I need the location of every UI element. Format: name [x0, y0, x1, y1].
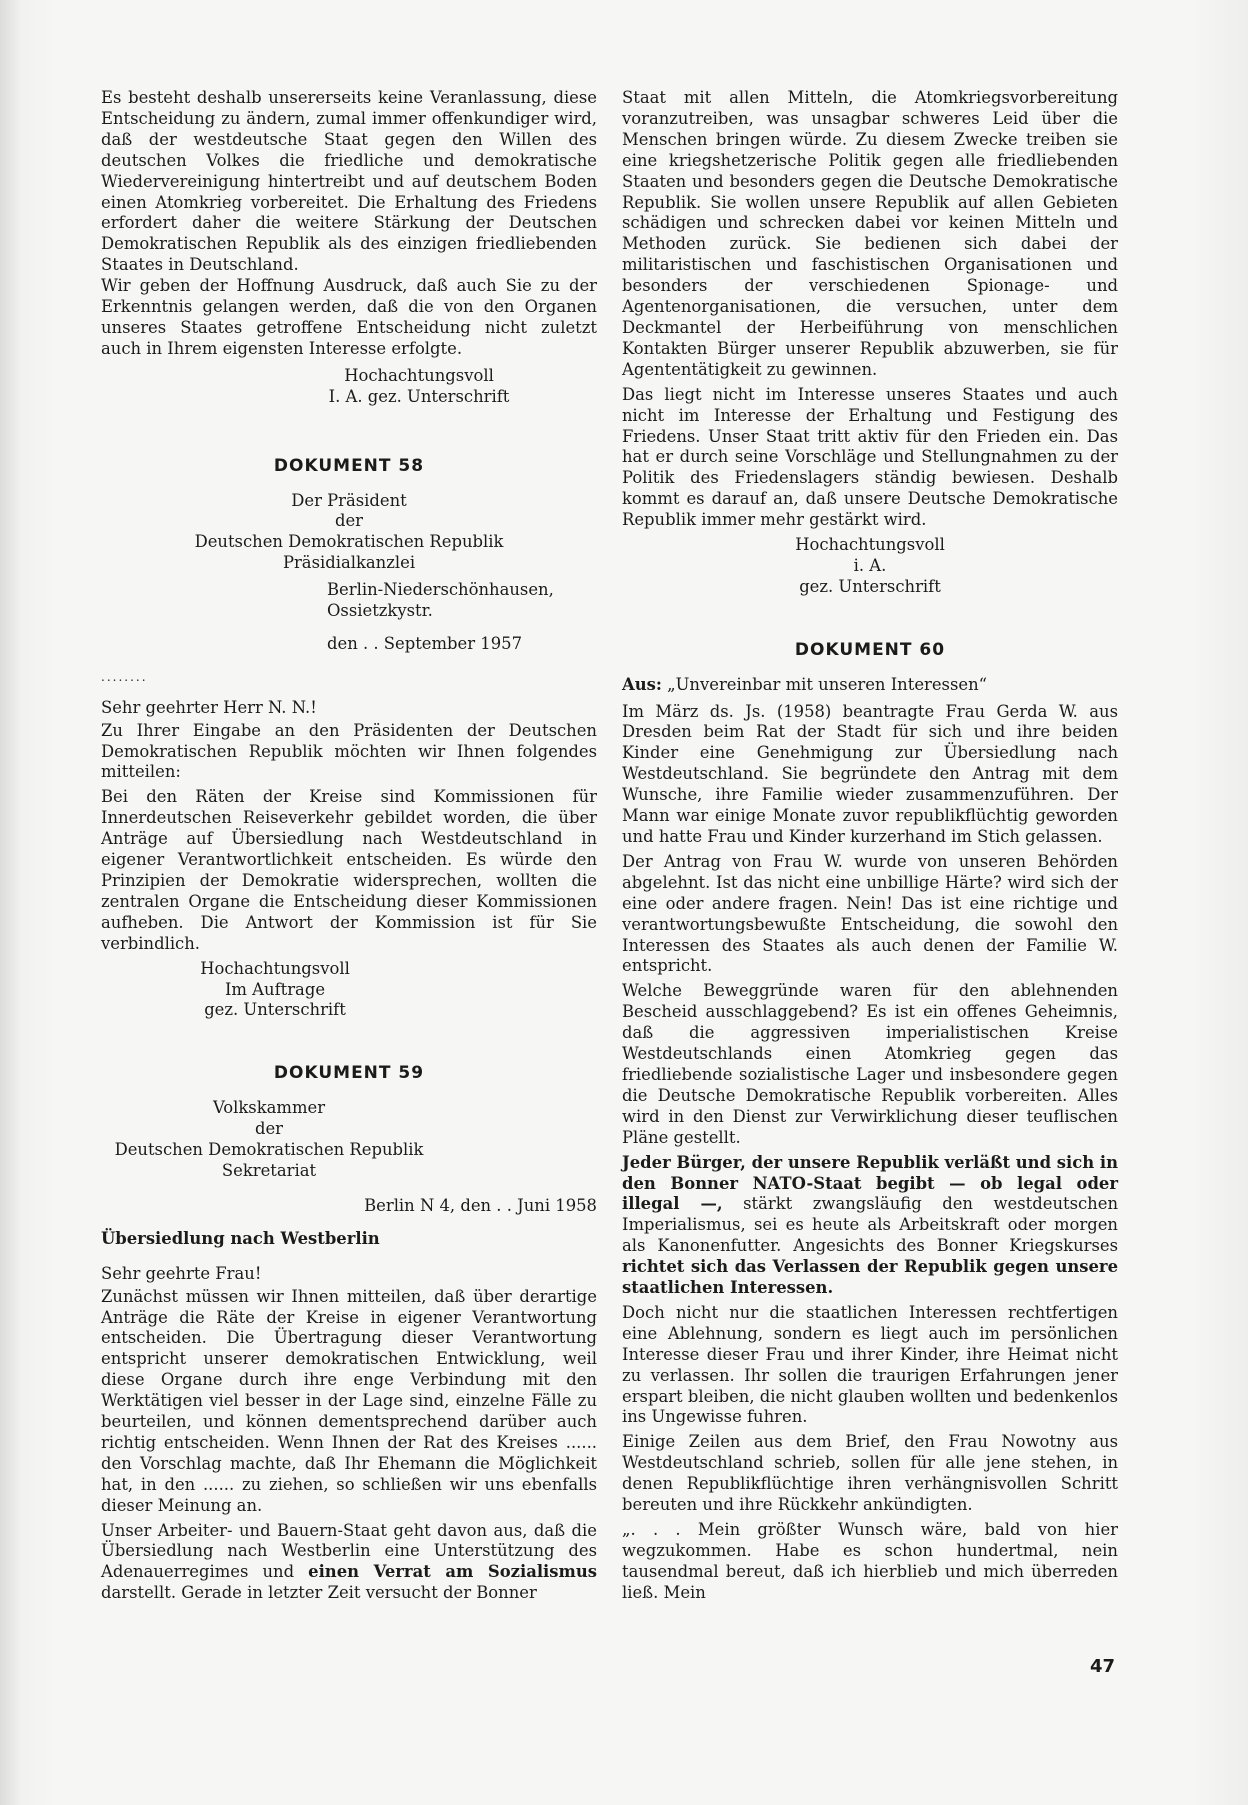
- sender-line: Der Präsident: [291, 490, 407, 510]
- paragraph: Staat mit allen Mitteln, die Atomkriegsvorbereitung voranzutreiben, was unsagbar schweres Leid über die Menschen bringen würde. Zu diesem Zwecke treiben sie eine kriegshetzerische Politik gegen alle friedliebenden Staaten und besonders gegen die Deutsche Demokratische Republik. Sie wollen unsere Republik auf allen Gebieten schädigen und schrecken dabei vor keinen Mitteln und Methoden zurück. Sie bedienen sich dabei der militaristischen und faschistischen Organisationen und besonders der verschiedenen Spionage- und Agentenorganisationen, die versuchen, unter dem Deckmantel der Herbeiführung von menschlichen Kontakten Bürger unserer Republik abzuwerben, sie für Agententätigkeit zu gewinnen.: [622, 88, 1118, 379]
- closing-line: Im Auftrage: [224, 979, 326, 999]
- left-column: [101, 88, 597, 1608]
- sender-line: Deutschen Demokratischen Republik: [114, 1140, 424, 1160]
- paragraph: Zunächst müssen wir Ihnen mitteilen, daß über derartige Anträge die Räte der Kreise in eigener Verantwortung entscheiden. Die Übertragung dieser Verantwortung entspricht unserer demokratischen Entwicklung, weil diese Organe durch ihre enge Verbindung mit den Werktätigen viel besser in der Lage sind, einzelne Fälle zu beurteilen, und können dementsprechend darüber auch richtig entscheiden. Wenn Ihnen der Rat des Kreises ...... den Vorschlag machte, daß Ihr Ehemann die Möglichkeit hat, in den ...... zu ziehen, so schließen wir uns ebenfalls dieser Meinung an.: [101, 1286, 597, 1515]
- closing-line: Hochachtungsvoll: [795, 535, 945, 555]
- paragraph: Bei den Räten der Kreise sind Kommissionen für Innerdeutschen Reiseverkehr gebildet worden, die über Anträge auf Übersiedlung nach Westdeutschland in eigener Verantwortlichkeit entscheiden. Es würde den Prinzipien der Demokratie widersprechen, wollten die zentralen Organe die Entscheidung dieser Kommissionen aufheben. Die Antwort der Kommission ist für Sie verbindlich.: [101, 787, 597, 953]
- address-block: [101, 580, 597, 622]
- source-title: „Unvereinbar mit unseren Interessen“: [661, 674, 988, 694]
- text-run: darstellt. Gerade in letzter Zeit versucht der Bonner: [101, 1583, 537, 1603]
- paragraph: Welche Beweggründe waren für den ablehnenden Bescheid ausschlaggebend? Es ist ein offenes Geheimnis, daß die aggressiven imperialistischen Kreise Westdeutschlands einen Atomkrieg gegen das friedliebende sozialistische Lager und insbesondere gegen die Deutsche Demokratische Republik vorbereiten. Alles wird in den Dienst zur Verwirklichung dieser teuflischen Pläne gestellt.: [622, 981, 1118, 1147]
- right-column: [622, 88, 1118, 1608]
- paragraph: Doch nicht nur die staatlichen Interessen rechtfertigen eine Ablehnung, sondern es liegt auch im persönlichen Interesse dieser Frau und ihrer Kinder, ihre Heimat nicht zu verlassen. Ihr sollen die traurigen Erfahrungen jener erspart bleiben, die nicht glauben wollten und bedenkenlos ins Ungewisse fuhren.: [622, 1302, 1118, 1427]
- sender-line: Sekretariat: [221, 1160, 317, 1180]
- closing: [622, 535, 1118, 598]
- letter-subject: Übersiedlung nach Westberlin: [101, 1228, 380, 1248]
- sender-line: der: [254, 1119, 284, 1139]
- letter-date: Berlin N 4, den . . Juni 1958: [364, 1195, 597, 1215]
- closing-line: i. A.: [853, 555, 887, 575]
- document-heading: DOKUMENT 58: [273, 455, 425, 476]
- bold-text: Jeder Bürger, der unsere Republik verläßt und sich in den Bonner NATO-Staat begibt — ob legal oder illegal —,: [622, 1152, 1118, 1214]
- page-number: 47: [1090, 1656, 1116, 1677]
- paragraph: Einige Zeilen aus dem Brief, den Frau Nowotny aus Westdeutschland schrieb, sollen für alle jene stehen, in denen Republikflüchtige ihren verhängnisvollen Schritt bereuten und ihre Rückkehr ankündigten.: [622, 1432, 1118, 1515]
- paragraph: Es besteht deshalb unsererseits keine Veranlassung, diese Entscheidung zu ändern, zumal immer offenkundiger wird, daß der westdeutsche Staat gegen den Willen des deutschen Volkes die friedliche und demokratische Wiedervereinigung hintertreibt und auf deutschem Boden einen Atomkrieg vorbereitet. Die Erhaltung des Friedens erfordert daher die weitere Stärkung der Deutschen Demokratischen Republik als des einzigen friedliebenden Staates in Deutschland.: [101, 88, 597, 275]
- text-run: stärkt zwangsläufig den westdeutschen Imperialismus, sei es heute als Arbeitskraft oder morgen als Kanonenfutter. Angesichts des Bonner Kriegskurses: [622, 1194, 1118, 1256]
- sender-block: [101, 491, 597, 575]
- letter-date: den . . September 1957: [327, 633, 522, 653]
- document-heading: DOKUMENT 60: [794, 639, 946, 660]
- salutation: Sehr geehrter Herr N. N.!: [101, 697, 317, 717]
- paragraph: [622, 1153, 1118, 1299]
- paragraph: „. . . Mein größter Wunsch wäre, bald von hier wegzukommen. Habe es schon hundertmal, nein tausendmal bereut, daß ich hierblieb und mich überreden ließ. Mein: [622, 1520, 1118, 1602]
- address-line: Berlin-Niederschönhausen,: [327, 580, 554, 600]
- dots-placeholder: ........: [101, 669, 148, 684]
- closing-line: I. A. gez. Unterschrift: [328, 386, 510, 406]
- sender-line: Präsidialkanzlei: [282, 553, 416, 573]
- paragraph: Wir geben der Hoffnung Ausdruck, daß auch Sie zu der Erkenntnis gelangen werden, daß die von den Organen unseres Staates getroffene Entscheidung nicht zuletzt auch in Ihrem eigensten Interesse erfolgte.: [101, 276, 597, 358]
- address-line: Ossietzkystr.: [327, 601, 433, 621]
- source-label: Aus:: [622, 674, 662, 694]
- sender-line: der: [334, 511, 364, 531]
- sender-line: Volkskammer: [212, 1098, 326, 1118]
- sender-line: Deutschen Demokratischen Republik: [194, 532, 504, 552]
- closing-line: gez. Unterschrift: [204, 1000, 346, 1020]
- paragraph: Der Antrag von Frau W. wurde von unseren Behörden abgelehnt. Ist das nicht eine unbillige Härte? wird sich der eine oder andere fragen. Nein! Das ist eine richtige und verantwortungsbewußte Entscheidung, die sowohl den Interessen des Staates als auch denen der Familie W. entspricht.: [622, 851, 1118, 976]
- closing-line: Hochachtungsvoll: [344, 365, 494, 385]
- paragraph: Im März ds. Js. (1958) beantragte Frau Gerda W. aus Dresden beim Rat der Stadt für sich und ihre beiden Kinder eine Genehmigung zur Übersiedlung nach Westdeutschland. Sie begründete den Antrag mit dem Wunsche, ihre Familie wieder zusammenzuführen. Der Mann war einige Monate zuvor republikflüchtig geworden und hatte Frau und Kinder kurzerhand im Stich gelassen.: [622, 701, 1118, 846]
- closing-line: Hochachtungsvoll: [200, 958, 350, 978]
- bold-text: richtet sich das Verlassen der Republik gegen unsere staatlichen Interessen.: [622, 1257, 1118, 1298]
- source-line: [622, 675, 1118, 696]
- document-heading: DOKUMENT 59: [273, 1063, 425, 1084]
- salutation: Sehr geehrte Frau!: [101, 1263, 262, 1283]
- paragraph: [101, 1521, 597, 1605]
- closing: [101, 366, 597, 408]
- bold-text: einen Verrat am Sozialismus: [308, 1562, 597, 1582]
- closing: [101, 959, 597, 1022]
- text-run: Unser Arbeiter- und Bauern-Staat geht davon aus, daß die Übersiedlung nach Westberlin eine Unterstützung des Adenauerregimes und: [101, 1520, 597, 1582]
- closing-line: gez. Unterschrift: [799, 576, 941, 596]
- paragraph: Das liegt nicht im Interesse unseres Staates und auch nicht im Interesse der Erhaltung und Festigung des Friedens. Unser Staat tritt aktiv für den Frieden ein. Das hat er durch seine Vorschläge und Stellungnahmen zu der Politik des Friedenslagers ständig bewiesen. Deshalb kommt es darauf an, daß unsere Deutsche Demokratische Republik immer mehr gestärkt wird.: [622, 384, 1118, 530]
- sender-block: [101, 1098, 437, 1182]
- paragraph: Zu Ihrer Eingabe an den Präsidenten der Deutschen Demokratischen Republik möchten wir Ihnen folgendes mitteilen:: [101, 720, 597, 782]
